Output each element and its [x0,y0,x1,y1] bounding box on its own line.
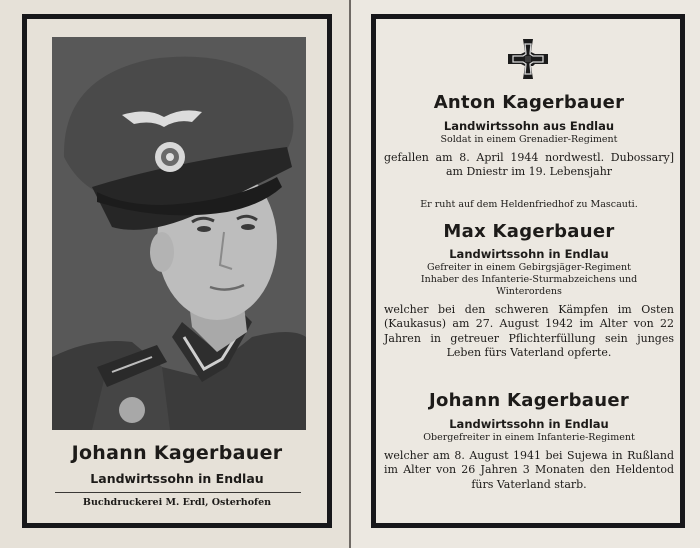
person1-resting-place: Er ruht auf dem Heldenfriedhof zu Mascauti. [420,199,638,210]
person1-text: gefallen am 8. April 1944 nordwestl. Dubossary] am Dniestr im 19. Lebensjahr [384,151,674,179]
person2-text: welcher bei den schweren Kämpfen im Osten (Kaukasus) am 27. August 1942 im Alter von 22 Jahren in getreuer Pflichterfüllung sein junges Leben fürs Vaterland opferte. [384,303,674,360]
person2-subtitle: Landwirtssohn in Endlau [449,247,609,261]
left-card-divider [55,492,301,493]
right-card [351,0,700,548]
iron-cross-icon [506,37,550,81]
person1-unit: Soldat in einem Grenadier-Regiment [440,134,618,145]
person3-subtitle: Landwirtssohn in Endlau [449,417,609,431]
person2-rank-line3: Winterordens [496,286,562,297]
person3-unit: Obergefreiter in einem Infanterie-Regiment [423,432,635,443]
person2-rank-line2: Inhaber des Infanterie-Sturmabzeichens und [420,274,638,285]
left-card-subtitle: Landwirtssohn in Endlau [90,471,264,486]
person2-rank-line1: Gefreiter in einem Gebirgsjäger-Regiment [427,262,631,273]
person1-name: Anton Kagerbauer [433,92,625,113]
left-card-name: Johann Kagerbauer [71,442,283,464]
soldier-portrait-photo [52,37,306,430]
person2-name: Max Kagerbauer [443,221,615,242]
person1-subtitle: Landwirtssohn aus Endlau [443,119,615,133]
person3-text: welcher am 8. August 1941 bei Sujewa in Rußland im Alter von 26 Jahren 3 Monaten den Heldentod fürs Vaterland starb. [384,449,674,491]
left-card [0,0,349,548]
printer-credit: Buchdruckerei M. Erdl, Osterhofen [82,497,272,508]
person3-name: Johann Kagerbauer [428,390,629,411]
